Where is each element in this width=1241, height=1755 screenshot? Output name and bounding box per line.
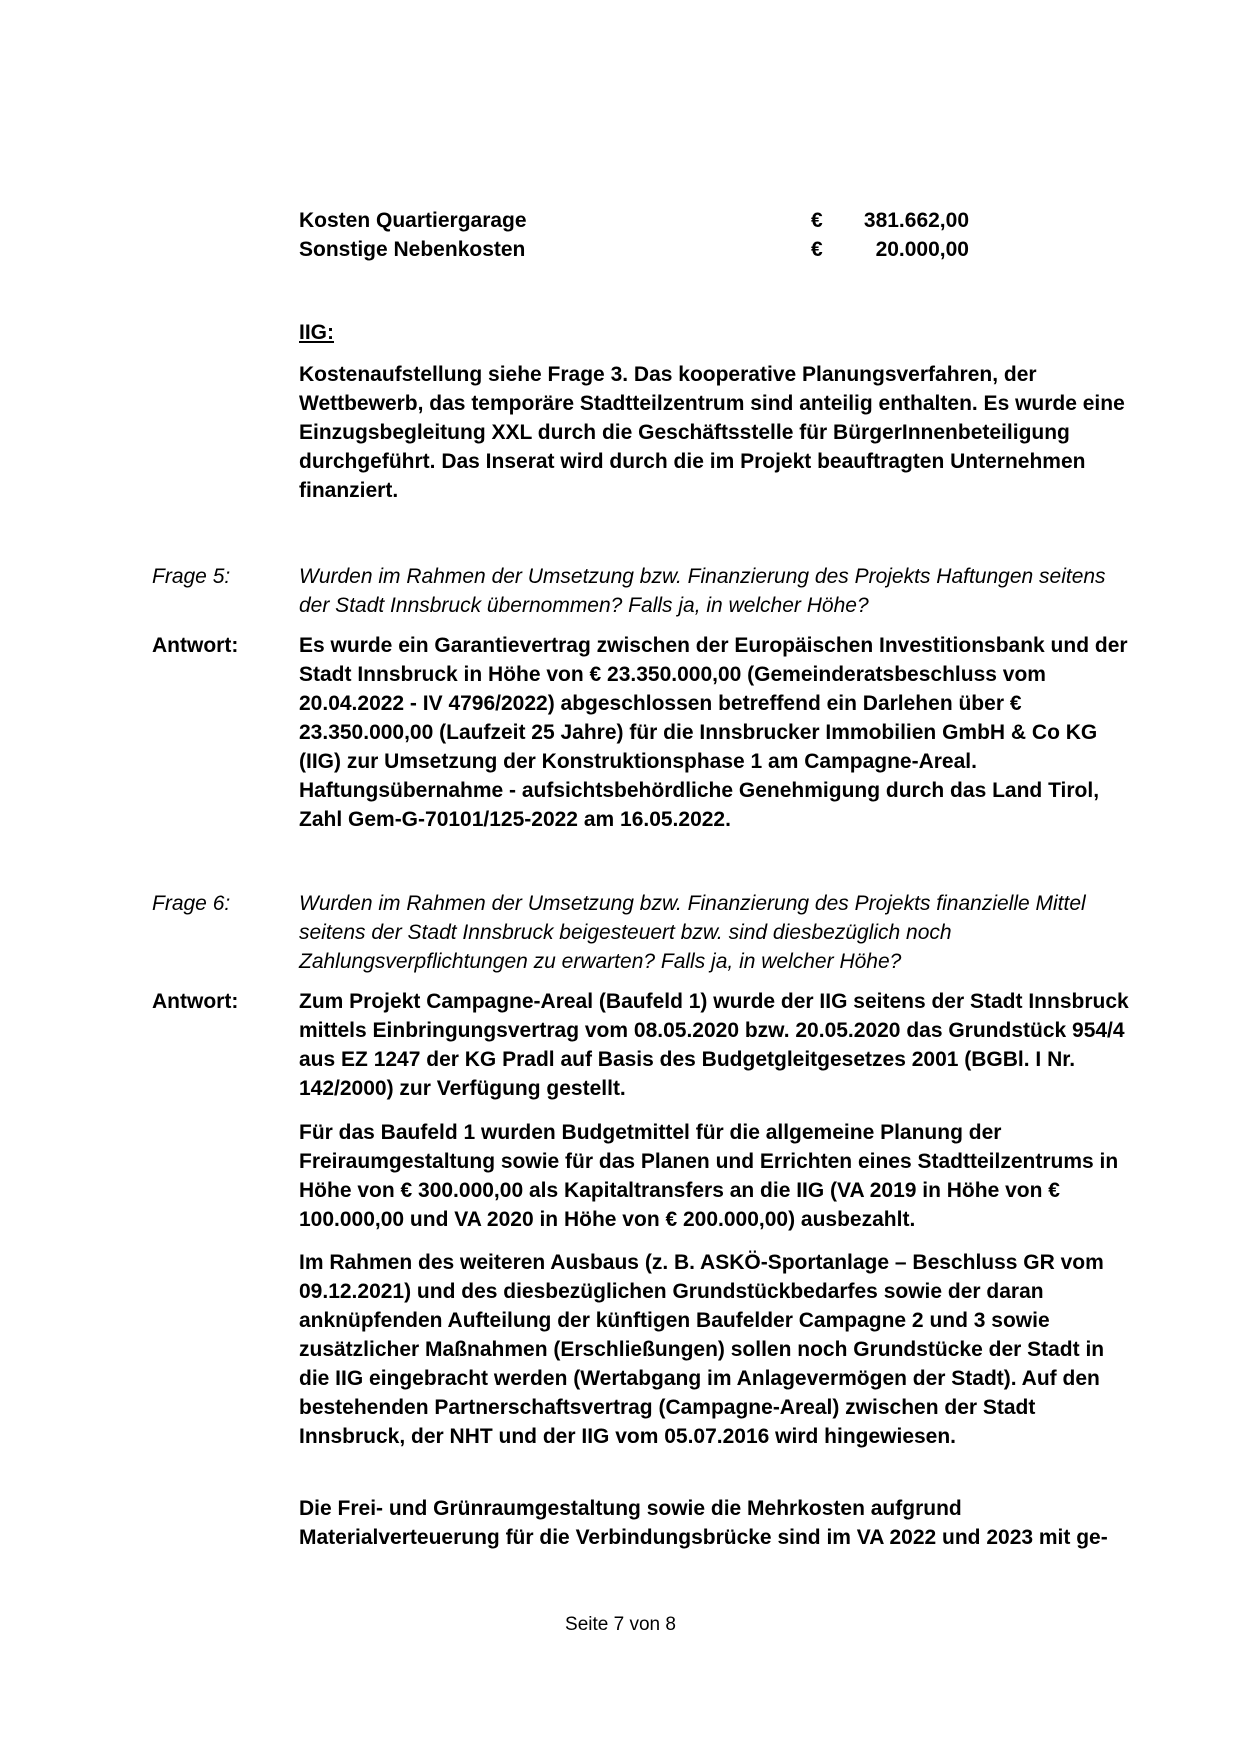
frage-6-answer-paragraph-3: Im Rahmen des weiteren Ausbaus (z. B. ASKÖ-Sportanlage – Beschluss GR vom 09.12.2021) und des diesbezüglichen Grundstückbedarfes sowie der daran anknüpfenden Aufteilung der künftigen Baufelder Campagne 2 und 3 sowie zusätzlicher Maßnahmen (Erschließungen) sollen noch Grundstücke der Stadt in die IIG eingebracht werden (Wertabgang im Anlagevermögen der Stadt). Auf den bestehenden Partnerschaftsvertrag (Campagne-Areal) zwischen der Stadt Innsbruck, der NHT und der IIG vom 05.07.2016 wird hingewiesen. — [299, 1251, 1105, 1448]
frage-6-label: Frage 6: — [152, 892, 231, 915]
frage-5-label: Frage 5: — [152, 565, 231, 588]
cost-currency: € — [811, 238, 823, 261]
frage-6-answer-paragraph-1: Zum Projekt Campagne-Areal (Baufeld 1) wurde der IIG seitens der Stadt Innsbruck mittels Einbringungsvertrag vom 08.05.2020 bzw. 20.05.2020 das Grundstück 954/4 aus EZ 1247 der KG Pradl auf Basis des Budgetgleitgesetzes 2001 (BGBl. I Nr. 142/2000) zur Verfügung gestellt. — [299, 990, 1129, 1100]
iig-paragraph: Kostenaufstellung siehe Frage 3. Das kooperative Planungsverfahren, der Wettbewerb, das temporäre Stadtteilzentrum sind anteilig enthalten. Es wurde eine Einzugsbegleitung XXL durch die Geschäftsstelle für BürgerInnenbeteiligung durchgeführt. Das Inserat wird durch die im Projekt beauftragten Unternehmen finanziert. — [299, 363, 1125, 502]
frage-6-answer-label: Antwort: — [152, 990, 239, 1013]
cost-label: Sonstige Nebenkosten — [299, 238, 526, 261]
cost-currency: € — [811, 209, 823, 232]
iig-heading: IIG: — [299, 321, 334, 344]
cost-row-nebenkosten — [299, 235, 969, 265]
frage-5-answer-label: Antwort: — [152, 634, 239, 657]
frage-6-question: Wurden im Rahmen der Umsetzung bzw. Finanzierung des Projekts finanzielle Mittel seitens der Stadt Innsbruck beigesteuert bzw. sind diesbezüglich noch Zahlungsverpflichtungen zu erwarten? Falls ja, in welcher Höhe? — [299, 892, 1086, 973]
cost-amount: 20.000,00 — [875, 238, 969, 261]
frage-5-answer: Es wurde ein Garantievertrag zwischen der Europäischen Investitionsbank und der Stadt Innsbruck in Höhe von € 23.350.000,00 (Gemeinderatsbeschluss vom 20.04.2022 - IV 4796/2022) abgeschlossen betreffend ein Darlehen über € 23.350.000,00 (Laufzeit 25 Jahre) für die Innsbrucker Immobilien GmbH & Co KG (IIG) zur Umsetzung der Konstruktionsphase 1 am Campagne-Areal. Haftungsübernahme - aufsichtsbehördliche Genehmigung durch das Land Tirol, Zahl Gem-G-70101/125-2022 am 16.05.2022. — [299, 634, 1128, 831]
frage-5-question: Wurden im Rahmen der Umsetzung bzw. Finanzierung des Projekts Haftungen seitens der Stadt Innsbruck übernommen? Falls ja, in welcher Höhe? — [299, 565, 1106, 617]
cost-amount: 381.662,00 — [863, 209, 969, 232]
cost-label: Kosten Quartiergarage — [299, 209, 527, 232]
page-number: Seite 7 von 8 — [565, 1614, 676, 1635]
cost-row-quartiergarage — [299, 206, 969, 236]
frage-6-answer-paragraph-4: Die Frei- und Grünraumgestaltung sowie die Mehrkosten aufgrund Materialverteuerung für die Verbindungsbrücke sind im VA 2022 und 2023 mit ge- — [299, 1497, 1108, 1549]
frage-6-answer-paragraph-2: Für das Baufeld 1 wurden Budgetmittel für die allgemeine Planung der Freiraumgestaltung sowie für das Planen und Errichten eines Stadtteilzentrums in Höhe von € 300.000,00 als Kapitaltransfers an die IIG (VA 2019 in Höhe von € 100.000,00 und VA 2020 in Höhe von € 200.000,00) ausbezahlt. — [299, 1121, 1119, 1231]
